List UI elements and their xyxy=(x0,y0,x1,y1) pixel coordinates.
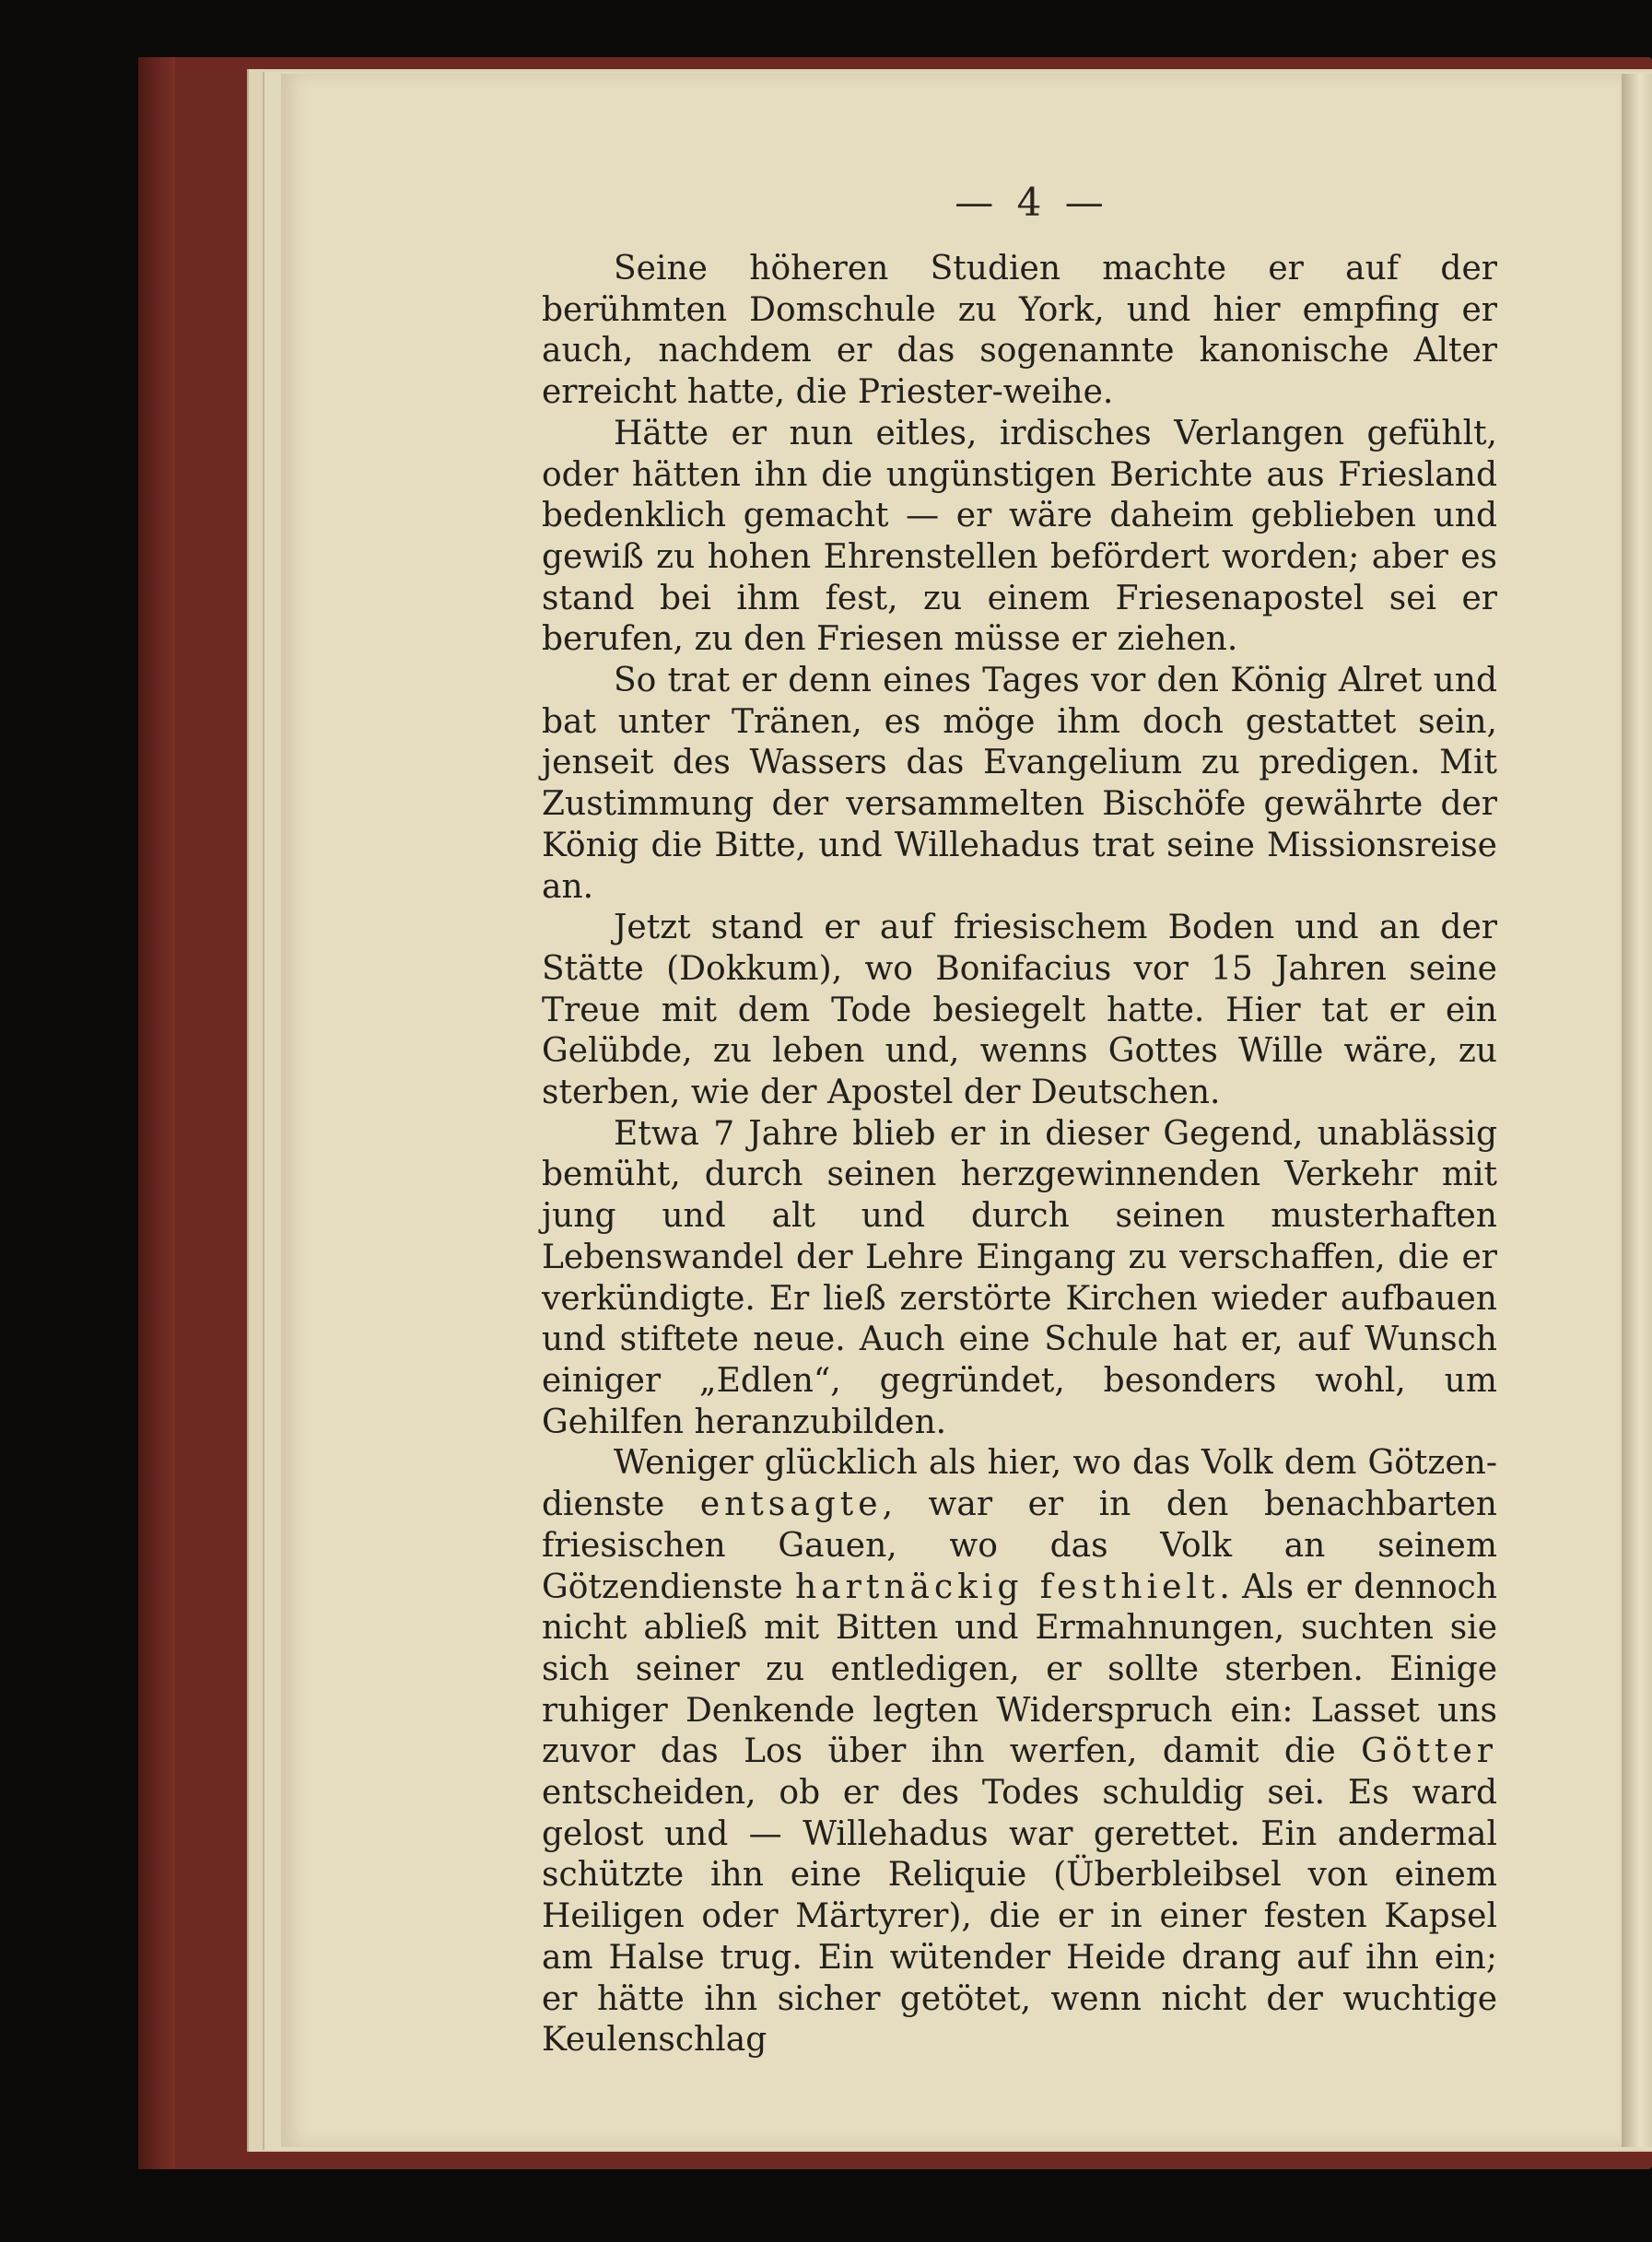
cover-spine-edge xyxy=(138,57,175,2169)
paragraph-6-part-e: . Als er dennoch nicht abließ mit Bitten und Ermahnungen, suchten sie sich seiner zu entledigen, er sollte sterben. Einige ruhiger Denkende legten Widerspruch ein: Lasset uns zuvor das Los über ihn werfen, damit die xyxy=(542,1567,1498,1771)
page-number: — 4 — xyxy=(955,180,1109,225)
paragraph-6-part-g: entscheiden, ob er des Todes schuldig sei. Es ward gelost und — Willehadus war gerettet. Ein andermal schützte ihn eine Reliquie (Überbleibsel von einem Heiligen oder Märtyrer), die er in einer festen Kapsel am Halse trug. Ein wütender Heide drang auf ihn ein; er hätte ihn sicher getötet, wenn nicht der wuchtige Keulenschlag xyxy=(542,1774,1497,2060)
paragraph-6 xyxy=(542,1443,1497,2061)
paragraph-4: Jetzt stand er auf friesischem Boden und an der Stätte (Dokkum), wo Bonifacius vor 15 Jahren seine Treue mit dem Tode besiegelt hatte. Hier tat er ein Gelübde, zu leben und, wenns Gottes Wille wäre, zu sterben, wie der Apostel der Deutschen. xyxy=(542,909,1497,1112)
paragraph-5: Etwa 7 Jahre blieb er in dieser Gegend, unablässig bemüht, durch seinen herzgewinnenden Verkehr mit jung und alt und durch seinen musterhaften Lebenswandel der Lehre Eingang zu verschaffen, die er verkündigte. Er ließ zerstörte Kirchen wieder aufbauen und stiftete neue. Auch eine Schule hat er, auf Wunsch einiger „Edlen“, gegründet, besonders wohl, um Gehilfen heranzubilden. xyxy=(542,1114,1497,1441)
emphasis-hartnaeckig: hartnäckig festhielt xyxy=(794,1567,1220,1606)
emphasis-goetter: Götter xyxy=(1361,1732,1497,1771)
paragraph-3: So trat er denn eines Tages vor den König Alret und bat unter Tränen, es möge ihm doch gestattet sein, jenseit des Wassers das Evangelium zu predigen. Mit Zustimmung der versammelten Bischöfe gewährte der König die Bitte, und Willehadus trat seine Missionsreise an. xyxy=(542,662,1497,906)
paragraph-6-part-a: Weniger glücklich als hier, wo das Volk dem Götzen-dienste xyxy=(542,1444,1497,1524)
emphasis-entsagte: entsagte xyxy=(699,1485,883,1524)
paragraph-6-part-c: , war er in den benachbarten friesischen Gauen, wo das Volk an seinem Götzendienste xyxy=(542,1485,1497,1606)
paragraph-2: Hätte er nun eitles, irdisches Verlangen gefühlt, oder hätten ihn die ungünstigen Berichte aus Friesland bedenklich gemacht — er wäre daheim geblieben und gewiß zu hohen Ehrenstellen befördert worden; aber es stand bei ihm fest, zu einem Friesenapostel sei er berufen, zu den Friesen müsse er ziehen. xyxy=(542,414,1497,659)
paragraph-1: Seine höheren Studien machte er auf der berühmten Domschule zu York, und hier empfing er auch, nachdem er das sogenannte kanonische Alter erreicht hatte, die Priester-weihe. xyxy=(542,250,1497,412)
page-gutter xyxy=(1622,74,1652,2147)
page-body-text xyxy=(542,249,1497,2061)
